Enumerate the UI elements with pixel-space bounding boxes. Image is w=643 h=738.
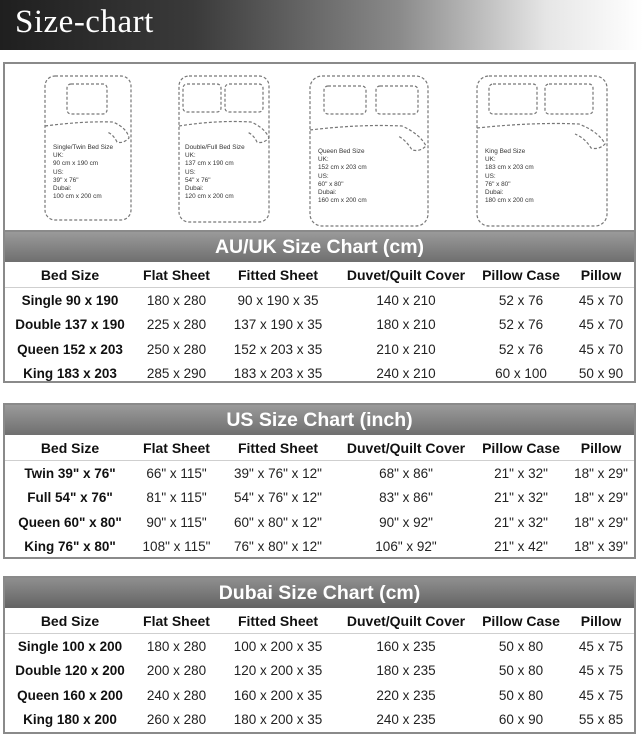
header-bed-size: Bed Size	[5, 608, 135, 634]
header-duvet-cover: Duvet/Quilt Cover	[338, 435, 474, 461]
cell-pillow-case: 60 x 100	[495, 366, 547, 382]
table-row	[5, 288, 634, 313]
cell-flat-sheet: 180 x 280	[146, 638, 207, 654]
cell-pillow-case: 21" x 42"	[494, 539, 548, 555]
cell-flat-sheet: 90" x 115"	[146, 514, 207, 530]
header-pillow-case: Pillow Case	[474, 608, 568, 634]
table-row	[5, 362, 634, 387]
cell-flat-sheet: 108" x 115"	[142, 539, 211, 555]
table-row	[5, 461, 634, 486]
cell-bed-size: Twin 39" x 76"	[24, 465, 116, 481]
cell-fitted-sheet: 90 x 190 x 35	[237, 292, 319, 308]
bed-diagram-single	[43, 74, 133, 227]
cell-flat-sheet: 66" x 115"	[146, 465, 207, 481]
cell-fitted-sheet: 180 x 200 x 35	[233, 712, 323, 728]
cell-pillow-case: 60 x 90	[498, 712, 544, 728]
cell-pillow-case: 21" x 32"	[494, 490, 548, 506]
table-row	[5, 708, 634, 733]
cell-flat-sheet: 285 x 290	[146, 366, 207, 382]
cell-duvet-cover: 68" x 86"	[379, 465, 433, 481]
au-uk-chart-title: AU/UK Size Chart (cm)	[5, 232, 634, 262]
cell-pillow: 50 x 90	[578, 366, 624, 382]
cell-fitted-sheet: 160 x 200 x 35	[233, 687, 323, 703]
au-uk-size-chart	[3, 230, 636, 383]
header-pillow-case: Pillow Case	[474, 435, 568, 461]
cell-fitted-sheet: 183 x 203 x 35	[233, 366, 323, 382]
table-row	[5, 634, 634, 659]
cell-pillow: 45 x 75	[578, 663, 624, 679]
cell-pillow-case: 50 x 80	[498, 663, 544, 679]
cell-pillow-case: 50 x 80	[498, 687, 544, 703]
header-banner	[0, 0, 643, 50]
cell-pillow-case: 52 x 76	[498, 292, 544, 308]
bed-diagram-queen	[308, 74, 434, 233]
dubai-size-table	[5, 608, 634, 732]
cell-pillow: 18" x 29"	[574, 490, 628, 506]
header-bed-size: Bed Size	[5, 435, 135, 461]
cell-duvet-cover: 83" x 86"	[379, 490, 433, 506]
cell-duvet-cover: 180 x 235	[376, 663, 436, 679]
cell-bed-size: King 183 x 203	[23, 366, 117, 382]
header-duvet-cover: Duvet/Quilt Cover	[338, 608, 474, 634]
cell-pillow: 55 x 85	[578, 712, 624, 728]
table-row	[5, 659, 634, 684]
header-fitted-sheet: Fitted Sheet	[218, 262, 338, 288]
cell-bed-size: Full 54" x 76"	[27, 490, 113, 506]
cell-bed-size: Queen 160 x 200	[17, 687, 123, 703]
cell-fitted-sheet: 76" x 80" x 12"	[234, 539, 322, 555]
cell-flat-sheet: 250 x 280	[146, 341, 207, 357]
cell-duvet-cover: 210 x 210	[376, 341, 436, 357]
cell-duvet-cover: 180 x 210	[376, 317, 436, 333]
bed-diagram-king	[475, 74, 611, 233]
table-row	[5, 486, 634, 511]
cell-pillow: 18" x 39"	[574, 539, 628, 555]
cell-fitted-sheet: 120 x 200 x 35	[233, 663, 323, 679]
cell-pillow: 45 x 75	[578, 638, 624, 654]
cell-bed-size: Queen 60" x 80"	[18, 514, 122, 530]
cell-duvet-cover: 140 x 210	[376, 292, 436, 308]
cell-bed-size: Single 90 x 190	[21, 292, 119, 308]
table-row	[5, 535, 634, 560]
cell-duvet-cover: 106" x 92"	[375, 539, 437, 555]
cell-pillow: 18" x 29"	[574, 465, 628, 481]
cell-bed-size: Double 120 x 200	[15, 663, 125, 679]
cell-fitted-sheet: 60" x 80" x 12"	[234, 514, 322, 530]
us-size-table	[5, 435, 634, 559]
table-row	[5, 510, 634, 535]
cell-pillow: 45 x 70	[578, 317, 624, 333]
table-row	[5, 683, 634, 708]
cell-flat-sheet: 200 x 280	[146, 663, 207, 679]
cell-pillow-case: 52 x 76	[498, 341, 544, 357]
cell-fitted-sheet: 39" x 76" x 12"	[234, 465, 322, 481]
header-flat-sheet: Flat Sheet	[135, 262, 218, 288]
header-flat-sheet: Flat Sheet	[135, 608, 218, 634]
cell-duvet-cover: 160 x 235	[376, 638, 436, 654]
cell-duvet-cover: 220 x 235	[376, 687, 436, 703]
page-title: Size-chart	[15, 4, 154, 40]
cell-flat-sheet: 81" x 115"	[146, 490, 207, 506]
cell-pillow: 45 x 70	[578, 341, 624, 357]
cell-fitted-sheet: 152 x 203 x 35	[233, 341, 323, 357]
header-flat-sheet: Flat Sheet	[135, 435, 218, 461]
cell-bed-size: Single 100 x 200	[17, 638, 123, 654]
cell-pillow: 45 x 75	[578, 687, 624, 703]
cell-duvet-cover: 90" x 92"	[379, 514, 433, 530]
table-header-row	[5, 608, 634, 634]
cell-pillow-case: 21" x 32"	[494, 465, 548, 481]
header-pillow: Pillow	[568, 435, 634, 461]
bed-size-label: Queen Bed Size UK: 152 cm x 203 cm US: 60" x 80" Dubai: 160 cm x 200 cm	[318, 148, 367, 205]
dubai-size-chart	[3, 576, 636, 734]
bed-size-label: Double/Full Bed Size UK: 137 cm x 190 cm US: 54" x 76" Dubai: 120 cm x 200 cm	[185, 144, 245, 201]
bed-size-label: King Bed Size UK: 183 cm x 203 cm US: 76" x 80" Dubai: 180 cm x 200 cm	[485, 148, 534, 205]
table-row	[5, 313, 634, 338]
header-fitted-sheet: Fitted Sheet	[218, 435, 338, 461]
cell-pillow-case: 21" x 32"	[494, 514, 548, 530]
table-row	[5, 337, 634, 362]
cell-fitted-sheet: 100 x 200 x 35	[233, 638, 323, 654]
cell-pillow-case: 52 x 76	[498, 317, 544, 333]
header-pillow: Pillow	[568, 262, 634, 288]
bed-size-label: Single/Twin Bed Size UK: 90 cm x 190 cm US: 39" x 76" Dubai: 100 cm x 200 cm	[53, 144, 114, 201]
header-pillow-case: Pillow Case	[474, 262, 568, 288]
header-bed-size: Bed Size	[5, 262, 135, 288]
dubai-chart-title: Dubai Size Chart (cm)	[5, 578, 634, 608]
bed-diagram-panel	[3, 62, 636, 230]
cell-fitted-sheet: 54" x 76" x 12"	[234, 490, 322, 506]
cell-bed-size: Double 137 x 190	[15, 317, 125, 333]
bed-diagram-double	[177, 74, 273, 229]
cell-pillow: 18" x 29"	[574, 514, 628, 530]
us-size-chart	[3, 403, 636, 559]
header-pillow: Pillow	[568, 608, 634, 634]
cell-bed-size: Queen 152 x 203	[17, 341, 123, 357]
cell-flat-sheet: 180 x 280	[146, 292, 207, 308]
cell-duvet-cover: 240 x 210	[376, 366, 436, 382]
cell-pillow: 45 x 70	[578, 292, 624, 308]
cell-flat-sheet: 240 x 280	[146, 687, 207, 703]
us-chart-title: US Size Chart (inch)	[5, 405, 634, 435]
header-duvet-cover: Duvet/Quilt Cover	[338, 262, 474, 288]
cell-pillow-case: 50 x 80	[498, 638, 544, 654]
cell-fitted-sheet: 137 x 190 x 35	[233, 317, 323, 333]
table-header-row	[5, 262, 634, 288]
table-header-row	[5, 435, 634, 461]
au-uk-size-table	[5, 262, 634, 386]
header-fitted-sheet: Fitted Sheet	[218, 608, 338, 634]
cell-flat-sheet: 260 x 280	[146, 712, 207, 728]
cell-flat-sheet: 225 x 280	[146, 317, 207, 333]
cell-duvet-cover: 240 x 235	[376, 712, 436, 728]
cell-bed-size: King 180 x 200	[23, 712, 117, 728]
cell-bed-size: King 76" x 80"	[24, 539, 116, 555]
